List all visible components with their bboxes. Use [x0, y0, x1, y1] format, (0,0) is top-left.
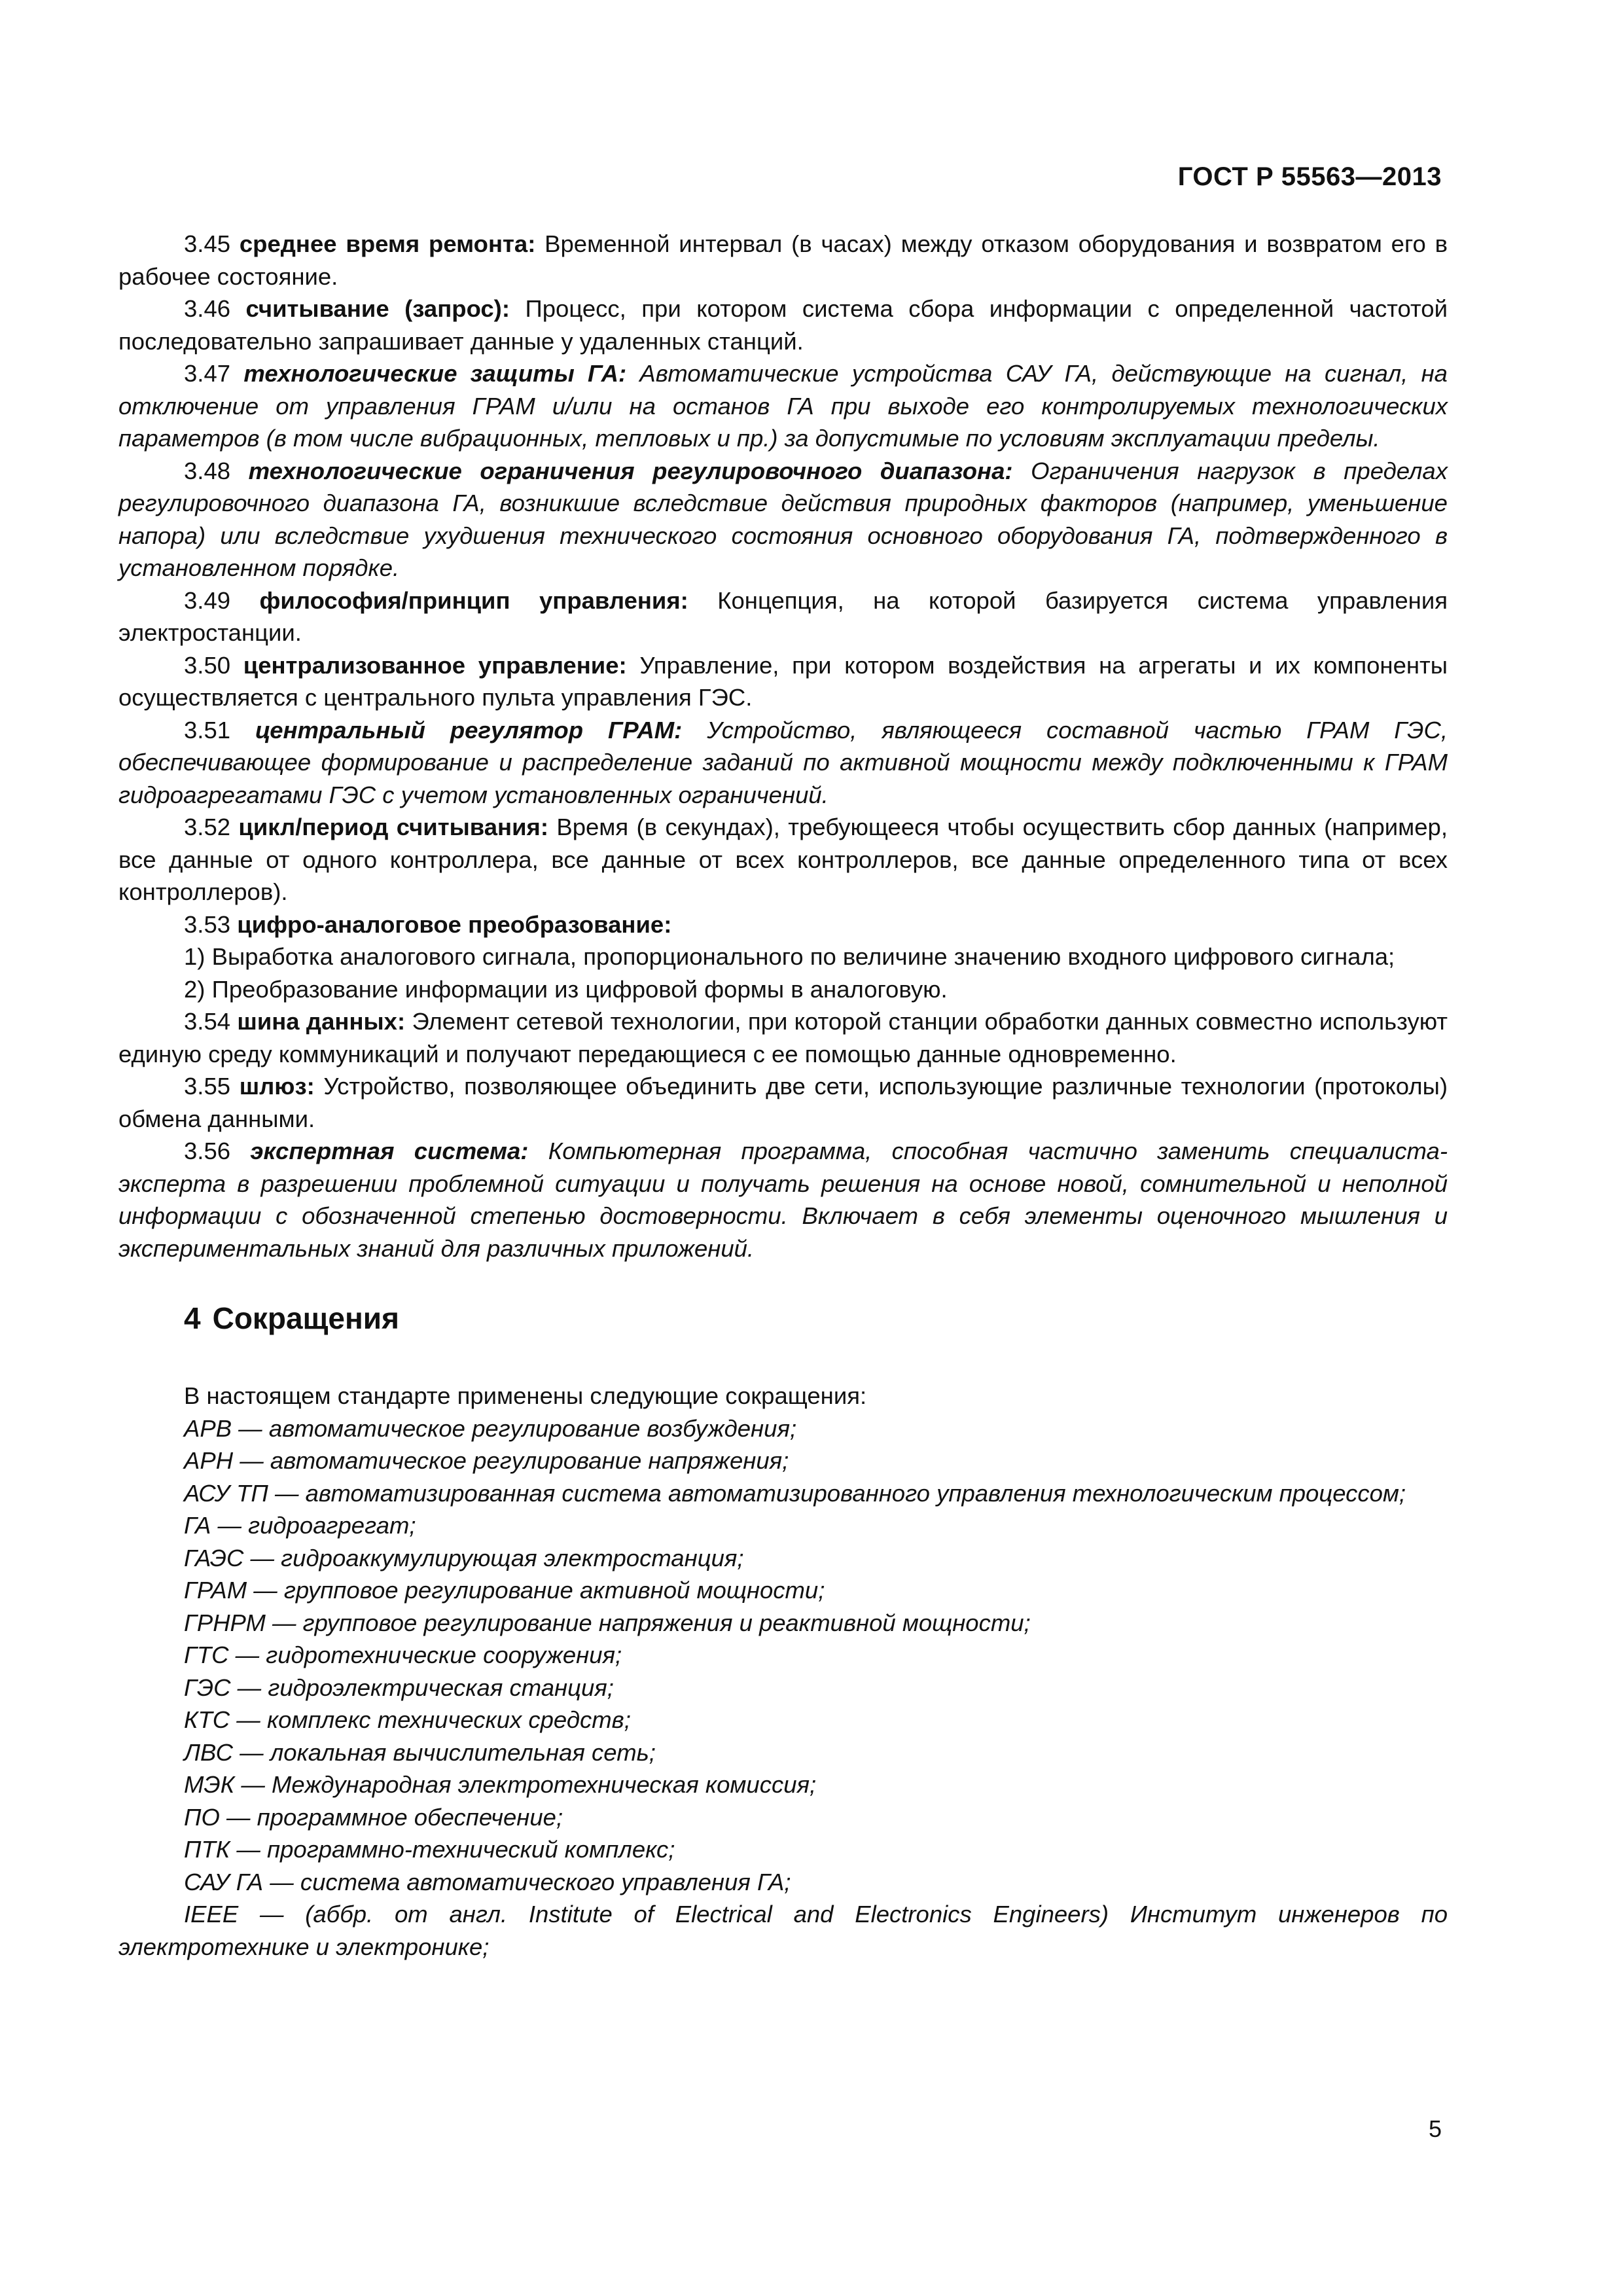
- abbreviation-item: ГА — гидроагрегат;: [184, 1512, 416, 1539]
- term-3-56: 3.56 экспертная система: Компьютерная программа, способная частично заменить специалиста-эксперта в разрешении проблемной ситуации и получать решения на основе новой, сомнительной и неполной информации с обозначенной степенью достоверности. Включает в себя элементы оценочного мышления и экспериментальных знаний для различных приложений.: [118, 1138, 1448, 1262]
- abbreviation-item: САУ ГА — система автоматического управления ГА;: [184, 1868, 791, 1895]
- abbreviation-item: АСУ ТП — автоматизированная система автоматизированного управления технологическим процессом;: [184, 1479, 1406, 1507]
- document-body: [118, 228, 1448, 1963]
- abbreviation-item: ПТК — программно-технический комплекс;: [184, 1836, 675, 1863]
- abbreviation-item: МЭК — Международная электротехническая комиссия;: [184, 1771, 817, 1798]
- abbreviation-item: ЛВС — локальная вычислительная сеть;: [184, 1738, 656, 1766]
- term-3-48: 3.48 технологические ограничения регулировочного диапазона: Ограничения нагрузок в пределах регулировочного диапазона ГА, возникшие вследствие действия природных факторов (например, уменьшение напора) или вследствие ухудшения технического состояния основного оборудования ГА, подтвержденного в установленном порядке.: [118, 457, 1448, 581]
- term-3-46: 3.46 считывание (запрос): Процесс, при котором система сбора информации с определенной частотой последовательно запрашивает данные у удаленных станций.: [118, 295, 1448, 355]
- document-code: ГОСТ Р 55563—2013: [1177, 162, 1442, 191]
- abbreviations-intro: В настоящем стандарте применены следующие сокращения:: [184, 1382, 867, 1409]
- abbreviation-item: КТС — комплекс технических средств;: [184, 1706, 631, 1733]
- term-3-54: 3.54 шина данных: Элемент сетевой технологии, при которой станции обработки данных совместно используют единую среду коммуникаций и получают передающиеся с ее помощью данные одновременно.: [118, 1008, 1448, 1067]
- abbreviation-item: АРВ — автоматическое регулирование возбуждения;: [184, 1414, 797, 1442]
- abbreviation-item: ГАЭС — гидроаккумулирующая электростанция;: [184, 1544, 744, 1571]
- term-3-55: 3.55 шлюз: Устройство, позволяющее объединить две сети, использующие различные технологии (протоколы) обмена данными.: [118, 1073, 1448, 1132]
- term-3-53-item-1: 1) Выработка аналогового сигнала, пропорционального по величине значению входного цифрового сигнала;: [184, 943, 1395, 970]
- abbreviation-item: IEEE — (аббр. от англ. Institute of Electrical and Electronics Engineers) Институт инженеров по электротехнике и электронике;: [118, 1901, 1448, 1960]
- abbreviation-item: ГТС — гидротехнические сооружения;: [184, 1641, 622, 1668]
- term-3-49: 3.49 философия/принцип управления: Концепция, на которой базируется система управления электростанции.: [118, 586, 1448, 646]
- section-title: Сокращения: [212, 1301, 399, 1335]
- section-heading: [184, 1300, 1448, 1336]
- term-3-52: 3.52 цикл/период считывания: Время (в секундах), требующееся чтобы осуществить сбор данных (например, все данные от одного контроллера, все данные от всех контроллеров, все данные определенного типа от всех контроллеров).: [118, 814, 1448, 905]
- term-3-47: 3.47 технологические защиты ГА: Автоматические устройства САУ ГА, действующие на сигнал, на отключение от управления ГРАМ и/или на останов ГА при выходе его контролируемых технологических параметров (в том числе вибрационных, тепловых и пр.) за допустимые по условиям эксплуатации пределы.: [118, 360, 1448, 452]
- term-3-51: 3.51 центральный регулятор ГРАМ: Устройство, являющееся составной частью ГРАМ ГЭС, обеспечивающее формирование и распределение заданий по активной мощности между подключенными к ГРАМ гидроагрегатами ГЭС с учетом установленных ограничений.: [118, 716, 1448, 808]
- section-number: 4: [184, 1301, 201, 1335]
- term-3-53: 3.53 цифро-аналоговое преобразование:: [184, 910, 672, 938]
- term-3-53-item-2: 2) Преобразование информации из цифровой формы в аналоговую.: [184, 975, 948, 1003]
- abbreviation-item: ГРАМ — групповое регулирование активной мощности;: [184, 1577, 825, 1604]
- abbreviation-item: ГРНРМ — групповое регулирование напряжения и реактивной мощности;: [184, 1609, 1031, 1636]
- abbreviation-item: ПО — программное обеспечение;: [184, 1803, 563, 1831]
- page-number: 5: [1428, 2115, 1442, 2142]
- abbreviation-item: ГЭС — гидроэлектрическая станция;: [184, 1674, 614, 1701]
- term-3-45: 3.45 среднее время ремонта: Временной интервал (в часах) между отказом оборудования и возвратом его в рабочее состояние.: [118, 230, 1448, 290]
- term-3-50: 3.50 централизованное управление: Управление, при котором воздействия на агрегаты и их компоненты осуществляется с центрального пульта управления ГЭС.: [118, 651, 1448, 711]
- abbreviation-item: АРН — автоматическое регулирование напряжения;: [184, 1447, 789, 1474]
